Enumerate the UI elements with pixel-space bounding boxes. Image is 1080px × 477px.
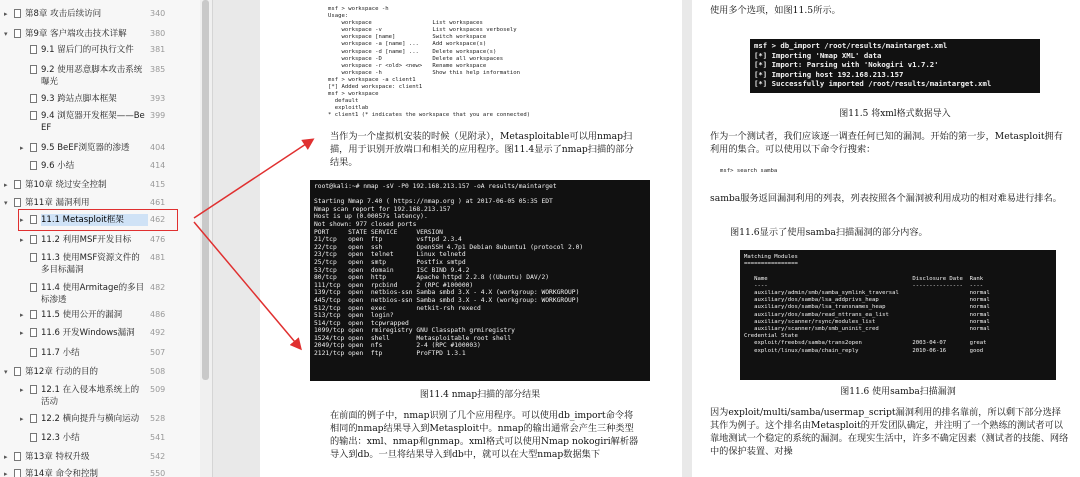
toc-item-page: 399 — [150, 111, 166, 120]
bookmark-icon — [30, 143, 37, 152]
toc-item-title: 9.1 留后门的可执行文件 — [41, 45, 134, 55]
terminal-db-import: msf > db_import /root/results/maintarget.xml [*] Importing 'Nmap XML' data [*] Import: Parsing with 'Nokogiri v1.7.2' [*] Importing host 192.168.213.157 [*] Successfully imported /root/results/maintarget.xml — [750, 39, 1040, 93]
toc-item-page: 381 — [150, 45, 166, 54]
paragraph-db-import: 在前面的例子中，nmap识别了几个应用程序。可以使用db_import命令将相同的nmap结果导入到Metasploit中。nmap的输出通常会产生三种类型的输出：xml、nmap和gnmap。xml格式可以使用Nmap nokogiri解析器导入到db。一旦将结果导入到db中，就可以在大型nmap数据集下 — [330, 410, 639, 460]
toc-item-page: 340 — [150, 9, 166, 18]
toc-item-title: 9.5 BeEF浏览器的渗透 — [41, 143, 130, 153]
toc-item-title: 12.2 横向提升与横向运动 — [41, 414, 140, 424]
toc-item-title: 11.1 Metasploit框架 — [41, 214, 148, 226]
bookmark-icon — [14, 180, 21, 189]
toc-item-title: 9.2 使用恶意脚本攻击系统 曝光 — [41, 65, 143, 87]
bookmark-icon — [30, 433, 37, 442]
terminal-matching-modules: Matching Modules ================ Name Disclosure Date Rank ---- --------------- ---- auxiliary/admin/smb/samba_symlink_traversal normal auxiliary/dos/samba/lsa_addprivs_heap normal auxiliary/dos/samba/lsa_transnames_heap normal auxiliary/dos/samba/read_nttrans_ea_list normal auxiliary/scanner/rsync/modules_list normal auxiliary/scanner/smb/smb_uninit_cred normal Credential State exploit/freebsd/samba/trans2open 2003-04-07 great exploit/linux/samba/chain_reply 2010-06-16 good — [740, 250, 1056, 380]
bookmark-icon — [30, 235, 37, 244]
paragraph-samba-list: samba服务返回漏洞利用的列表，列表按照各个漏洞被利用成功的相对难易进行排名。 — [710, 193, 1062, 204]
toc-item-page: 509 — [150, 385, 166, 394]
toc-item-page: 461 — [150, 198, 166, 207]
toc-item-title: 11.7 小结 — [41, 348, 80, 358]
bookmark-icon — [30, 111, 37, 120]
bookmark-icon — [14, 198, 21, 207]
toc-item-page: 404 — [150, 143, 166, 152]
toc-scrollbar-thumb[interactable] — [202, 0, 209, 380]
chevron-right-icon[interactable]: ▸ — [20, 144, 24, 152]
toc-item-page: 542 — [150, 452, 166, 461]
toc-item-title: 第11章 漏洞利用 — [25, 198, 90, 208]
figure-caption-11-4: 图11.4 nmap扫描的部分结果 — [419, 390, 541, 400]
toc-item-page: 415 — [150, 180, 166, 189]
toc-item-title: 第14章 命令和控制 — [25, 469, 99, 477]
toc-item-title: 11.2 利用MSF开发目标 — [41, 235, 132, 245]
toc-item-title: 第12章 行动的目的 — [25, 367, 99, 377]
toc-item-page: 528 — [150, 414, 166, 423]
chevron-right-icon[interactable]: ▸ — [20, 329, 24, 337]
chevron-right-icon[interactable]: ▸ — [20, 386, 24, 394]
toc-item-page: 550 — [150, 469, 166, 477]
chevron-down-icon[interactable]: ▾ — [4, 199, 8, 207]
bookmark-icon — [30, 253, 37, 262]
bookmark-icon — [30, 328, 37, 337]
bookmark-icon — [30, 414, 37, 423]
bookmark-icon — [30, 310, 37, 319]
chevron-right-icon[interactable]: ▸ — [20, 415, 24, 423]
paragraph-multi-options: 使用多个选项，如图11.5所示。 — [710, 5, 841, 16]
bookmark-icon — [14, 9, 21, 18]
paragraph-nmap-intro: 当作为一个虚拟机安装的时候（见附录），Metasploitable可以用nmap扫描，用于识别开放端口和相关的应用程序。图11.4显示了nmap扫描的部分结果。 — [330, 131, 634, 168]
chevron-right-icon[interactable]: ▸ — [20, 216, 24, 224]
toc-item-page: 414 — [150, 161, 166, 170]
chevron-down-icon[interactable]: ▾ — [4, 368, 8, 376]
chevron-down-icon[interactable]: ▾ — [4, 30, 8, 38]
bookmark-icon — [30, 348, 37, 357]
toc-item-title: 12.1 在入侵本地系统上的 活动 — [41, 385, 140, 407]
bookmark-icon — [14, 367, 21, 376]
toc-item-title: 11.5 使用公开的漏洞 — [41, 310, 123, 320]
bookmark-icon — [30, 161, 37, 170]
toc-item-page: 462 — [150, 215, 166, 224]
bookmark-icon — [30, 65, 37, 74]
paragraph-search-intro: 作为一个测试者，我们应该逐一调查任何已知的漏洞。开始的第一步，Metasploit拥有利用的集合。可以使用以下命令行搜索： — [710, 131, 1063, 155]
toc-item-title: 第10章 绕过安全控制 — [25, 180, 107, 190]
toc-item-page: 486 — [150, 310, 166, 319]
chevron-right-icon[interactable]: ▸ — [4, 181, 8, 189]
toc-selection-highlight — [18, 209, 178, 231]
figure-caption-11-6: 图11.6 使用samba扫描漏洞 — [840, 387, 956, 397]
toc-item-title: 第13章 特权升级 — [25, 452, 90, 462]
toc-item-title: 9.6 小结 — [41, 161, 75, 171]
toc-sidebar — [0, 0, 213, 477]
chevron-right-icon[interactable]: ▸ — [4, 10, 8, 18]
bookmark-icon — [14, 452, 21, 461]
book-page-left — [260, 0, 682, 477]
toc-item-page: 380 — [150, 29, 166, 38]
toc-item-page: 481 — [150, 253, 166, 262]
chevron-right-icon[interactable]: ▸ — [20, 236, 24, 244]
paragraph-fig-11-6: 图11.6显示了使用samba扫描漏洞的部分内容。 — [730, 227, 928, 238]
toc-item-title: 11.6 开发Windows漏洞 — [41, 328, 135, 338]
toc-item-title: 第9章 客户端攻击技术详解 — [25, 29, 127, 39]
paragraph-usermap-script: 因为exploit/multi/samba/usermap_script漏洞利用的排名靠前，所以剩下部分选择其作为例子。这个排名由Metasploit的开发团队确定，并注明了一个熟练的测试者可以靠地测试一个稳定的系统的漏洞。在现实生活中，许多不确定因素（测试者的技能、网络中的保护装置、对操 — [710, 407, 1069, 457]
chevron-right-icon[interactable]: ▸ — [20, 311, 24, 319]
toc-item-title: 11.4 使用Armitage的多目 标渗透 — [41, 283, 145, 305]
bookmark-icon — [30, 94, 37, 103]
code-workspace-help: msf > workspace -h Usage: workspace List workspaces workspace -v List workspaces verbosely workspace [name] Switch workspace workspace -a [name] ... Add workspace(s) workspace -d [name] ... Delete workspace(s) workspace -D Delete all workspaces workspace -r <old> <new> Rename workspace workspace -h Show this help information msf > workspace -a client1 [*] Added workspace: client1 msf > workspace default exploitlab * client1 (* indicates the workspace that you are connected) — [328, 6, 531, 119]
toc-item-title: 9.4 浏览器开发框架——Be EF — [41, 111, 145, 133]
terminal-nmap-scan: root@kali:~# nmap -sV -P0 192.168.213.157 -oA results/maintarget Starting Nmap 7.40 ( https://nmap.org ) at 2017-06-05 05:35 EDT Nmap scan report for 192.168.213.157 Host is up (0.00057s latency). Not shown: 977 closed ports PORT STATE SERVICE VERSION 21/tcp open ftp vsftpd 2.3.4 22/tcp open ssh OpenSSH 4.7p1 Debian 8ubuntu1 (protocol 2.0) 23/tcp open telnet Linux telnetd 25/tcp open smtp Postfix smtpd 53/tcp open domain ISC BIND 9.4.2 80/tcp open http Apache httpd 2.2.8 ((Ubuntu) DAV/2) 111/tcp open rpcbind 2 (RPC #100000) 139/tcp open netbios-ssn Samba smbd 3.X - 4.X (workgroup: WORKGROUP) 445/tcp open netbios-ssn Samba smbd 3.X - 4.X (workgroup: WORKGROUP) 512/tcp open exec netkit-rsh rexecd 513/tcp open login? 514/tcp open tcpwrapped 1099/tcp open rmiregistry GNU Classpath grmiregistry 1524/tcp open shell Metasploitable root shell 2049/tcp open nfs 2-4 (RPC #100003) 2121/tcp open ftp ProFTPD 1.3.1 — [310, 180, 650, 381]
book-page-right — [692, 0, 1080, 477]
bookmark-icon — [30, 45, 37, 54]
code-search-samba: msf> search samba — [720, 168, 778, 174]
toc-item-title: 11.3 使用MSF资源文件的 多目标漏洞 — [41, 253, 140, 275]
chevron-right-icon[interactable]: ▸ — [4, 453, 8, 461]
bookmark-icon — [14, 469, 21, 477]
toc-item-page: 482 — [150, 283, 166, 292]
toc-item-page: 492 — [150, 328, 166, 337]
bookmark-icon — [14, 29, 21, 38]
toc-item-title: 9.3 跨站点脚本框架 — [41, 94, 117, 104]
toc-item-title: 12.3 小结 — [41, 433, 80, 443]
bookmark-icon — [30, 385, 37, 394]
toc-item-page: 507 — [150, 348, 166, 357]
toc-item-page: 476 — [150, 235, 166, 244]
toc-item-page: 393 — [150, 94, 166, 103]
toc-item-title: 第8章 攻击后续访问 — [25, 9, 102, 19]
bookmark-icon — [30, 283, 37, 292]
toc-item-page: 385 — [150, 65, 166, 74]
toc-item-page: 541 — [150, 433, 166, 442]
chevron-right-icon[interactable]: ▸ — [4, 470, 8, 477]
toc-item-page: 508 — [150, 367, 166, 376]
figure-caption-11-5: 图11.5 将xml格式数据导入 — [839, 109, 951, 119]
